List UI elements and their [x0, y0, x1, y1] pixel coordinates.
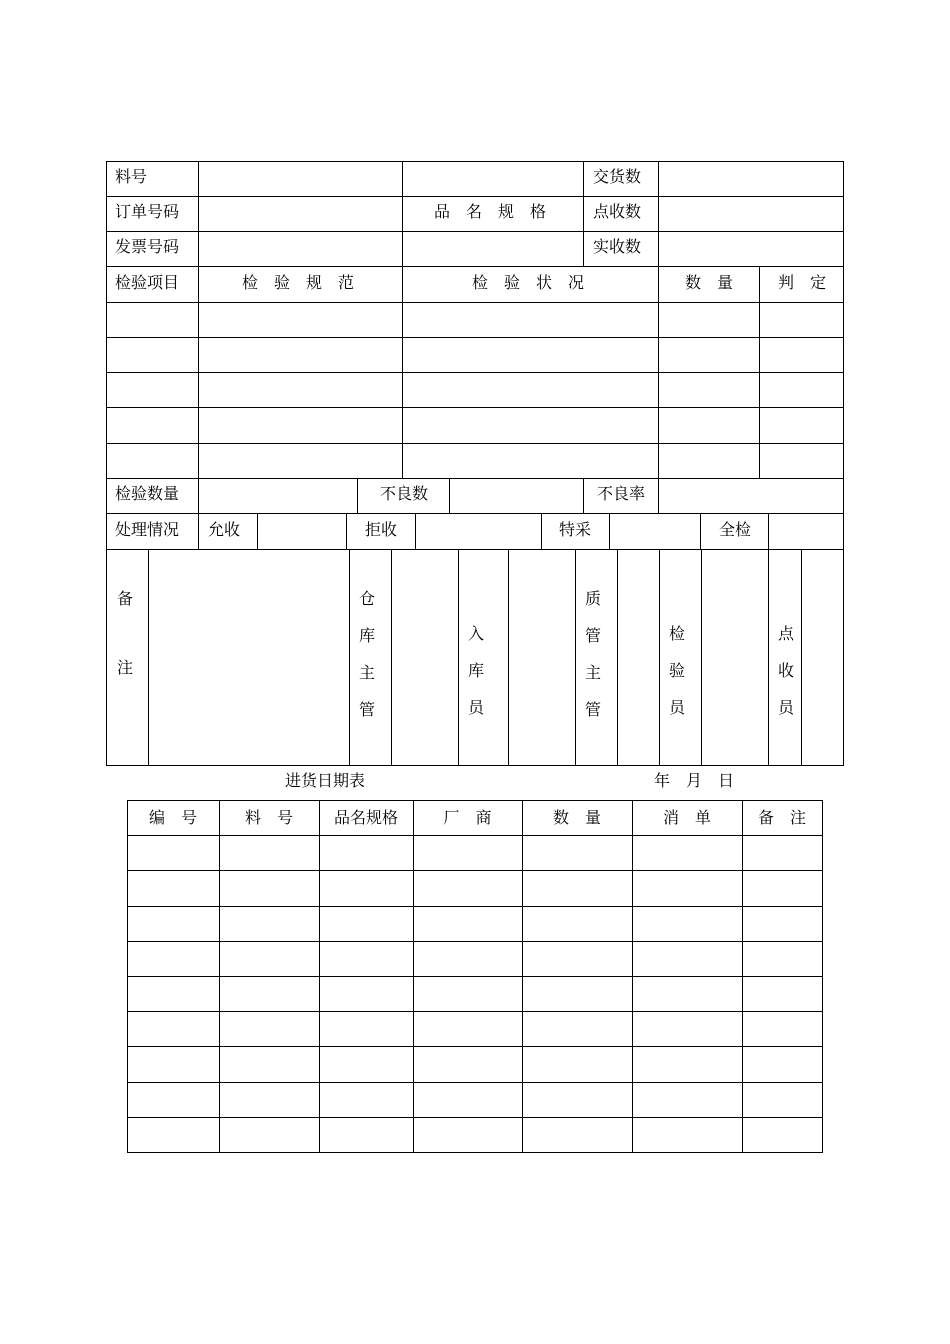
- form-hline: [106, 372, 844, 373]
- defect-rate-label: 不良率: [597, 484, 646, 503]
- form-vline: [609, 513, 610, 549]
- label-char: 员: [668, 698, 685, 717]
- form-vline: [617, 549, 618, 765]
- form-vline: [583, 161, 584, 266]
- form-vline: [759, 266, 760, 478]
- form-border-top: [106, 161, 844, 162]
- label-char: 管: [584, 700, 601, 719]
- log-column-header: 料 号: [244, 807, 293, 827]
- log-hline: [127, 1011, 823, 1012]
- log-column-header: 厂 商: [443, 807, 492, 827]
- reject-label: 拒收: [365, 520, 398, 539]
- handling-label: 处理情况: [115, 520, 180, 539]
- form-vline: [658, 478, 659, 513]
- form-vline: [357, 478, 358, 513]
- log-vline: [219, 800, 220, 1153]
- form-hline: [106, 443, 844, 444]
- remark-label: [115, 589, 135, 695]
- accept-label: 允收: [208, 520, 241, 539]
- form-hline: [106, 196, 844, 197]
- form-vline: [700, 513, 701, 549]
- label-char: 库: [358, 626, 375, 645]
- form-vline: [701, 549, 702, 765]
- form-vline: [346, 513, 347, 549]
- log-hline: [127, 906, 823, 907]
- log-hline: [127, 1117, 823, 1118]
- defect-qty-label: 不良数: [380, 484, 429, 503]
- log-vline: [319, 800, 320, 1153]
- form-vline: [148, 549, 149, 765]
- form-vline: [391, 549, 392, 765]
- label-char: 管: [584, 626, 601, 645]
- form-hline: [106, 231, 844, 232]
- form-vline: [402, 266, 403, 478]
- part-no-label: 料号: [115, 167, 148, 186]
- warehouse-manager-label: [357, 589, 377, 737]
- log-column-header: 备 注: [757, 807, 806, 827]
- inspect-standard-header: 检 验 规 范: [242, 273, 355, 292]
- order-no-label: 订单号码: [115, 202, 180, 221]
- label-char: 质: [584, 589, 601, 608]
- delivery-log-date: 年 月 日: [654, 771, 735, 790]
- remark-char: 备: [116, 589, 133, 608]
- form-vline: [768, 513, 769, 549]
- form-vline: [198, 478, 199, 513]
- label-char: 库: [467, 661, 484, 680]
- storekeeper-label: [466, 624, 486, 735]
- form-border-right: [843, 161, 844, 766]
- form-vline: [658, 161, 659, 266]
- log-column-header: 品名规格: [333, 807, 398, 827]
- label-char: 验: [668, 661, 685, 680]
- delivery-qty-label: 交货数: [593, 167, 642, 186]
- form-vline: [768, 549, 769, 765]
- form-vline: [658, 266, 659, 478]
- label-char: 点: [777, 624, 794, 643]
- qc-manager-label: [583, 589, 603, 737]
- log-vline: [742, 800, 743, 1153]
- log-hline: [127, 1152, 823, 1153]
- form-vline: [402, 161, 403, 266]
- inspect-status-header: 检 验 状 况: [472, 273, 585, 292]
- log-hline: [127, 835, 823, 836]
- log-hline: [127, 976, 823, 977]
- form-hline: [106, 337, 844, 338]
- form-vline: [349, 549, 350, 765]
- form-vline: [801, 549, 802, 765]
- form-vline: [198, 266, 199, 478]
- form-vline: [575, 549, 576, 765]
- label-char: 员: [467, 698, 484, 717]
- label-char: 主: [358, 663, 375, 682]
- quantity-header: 数 量: [685, 273, 734, 292]
- inspect-qty-label: 检验数量: [115, 484, 180, 503]
- spec-label: 品 名 规 格: [434, 202, 547, 221]
- log-hline: [127, 870, 823, 871]
- form-vline: [257, 513, 258, 549]
- form-vline: [415, 513, 416, 549]
- count-qty-label: 点收数: [593, 202, 642, 221]
- log-column-header: 数 量: [552, 807, 601, 827]
- full-check-label: 全检: [719, 520, 752, 539]
- form-vline: [508, 549, 509, 765]
- form-vline: [449, 478, 450, 513]
- log-vline: [522, 800, 523, 1153]
- log-column-header: 消 单: [662, 807, 711, 827]
- log-vline: [413, 800, 414, 1153]
- log-vline: [632, 800, 633, 1153]
- label-char: 仓: [358, 589, 375, 608]
- label-char: 入: [467, 624, 484, 643]
- form-hline: [106, 478, 844, 479]
- form-hline: [106, 302, 844, 303]
- form-hline: [106, 513, 844, 514]
- form-vline: [583, 478, 584, 513]
- form-vline: [198, 513, 199, 549]
- form-vline: [198, 161, 199, 266]
- label-char: 收: [777, 661, 794, 680]
- form-vline: [458, 549, 459, 765]
- label-char: 员: [777, 698, 794, 717]
- form-vline: [541, 513, 542, 549]
- log-hline: [127, 1082, 823, 1083]
- form-hline: [106, 407, 844, 408]
- form-border-left: [106, 161, 107, 766]
- log-column-header: 编 号: [148, 807, 197, 827]
- delivery-log-title: 进货日期表: [285, 771, 366, 790]
- log-vline: [822, 800, 823, 1153]
- inspect-item-header: 检验项目: [115, 273, 180, 292]
- judgement-header: 判 定: [778, 273, 827, 292]
- form-hline: [106, 266, 844, 267]
- label-char: 主: [584, 663, 601, 682]
- log-hline: [127, 1046, 823, 1047]
- log-vline: [127, 800, 128, 1153]
- log-hline: [127, 941, 823, 942]
- actual-qty-label: 实收数: [593, 237, 642, 256]
- special-label: 特采: [559, 520, 592, 539]
- form-hline: [106, 549, 844, 550]
- label-char: 管: [358, 700, 375, 719]
- label-char: 检: [668, 624, 685, 643]
- invoice-no-label: 发票号码: [115, 237, 180, 256]
- receiver-label: [776, 624, 796, 735]
- form-border-bottom: [106, 765, 844, 766]
- inspector-label: [667, 624, 687, 735]
- form-vline: [659, 549, 660, 765]
- remark-char: 注: [116, 658, 133, 677]
